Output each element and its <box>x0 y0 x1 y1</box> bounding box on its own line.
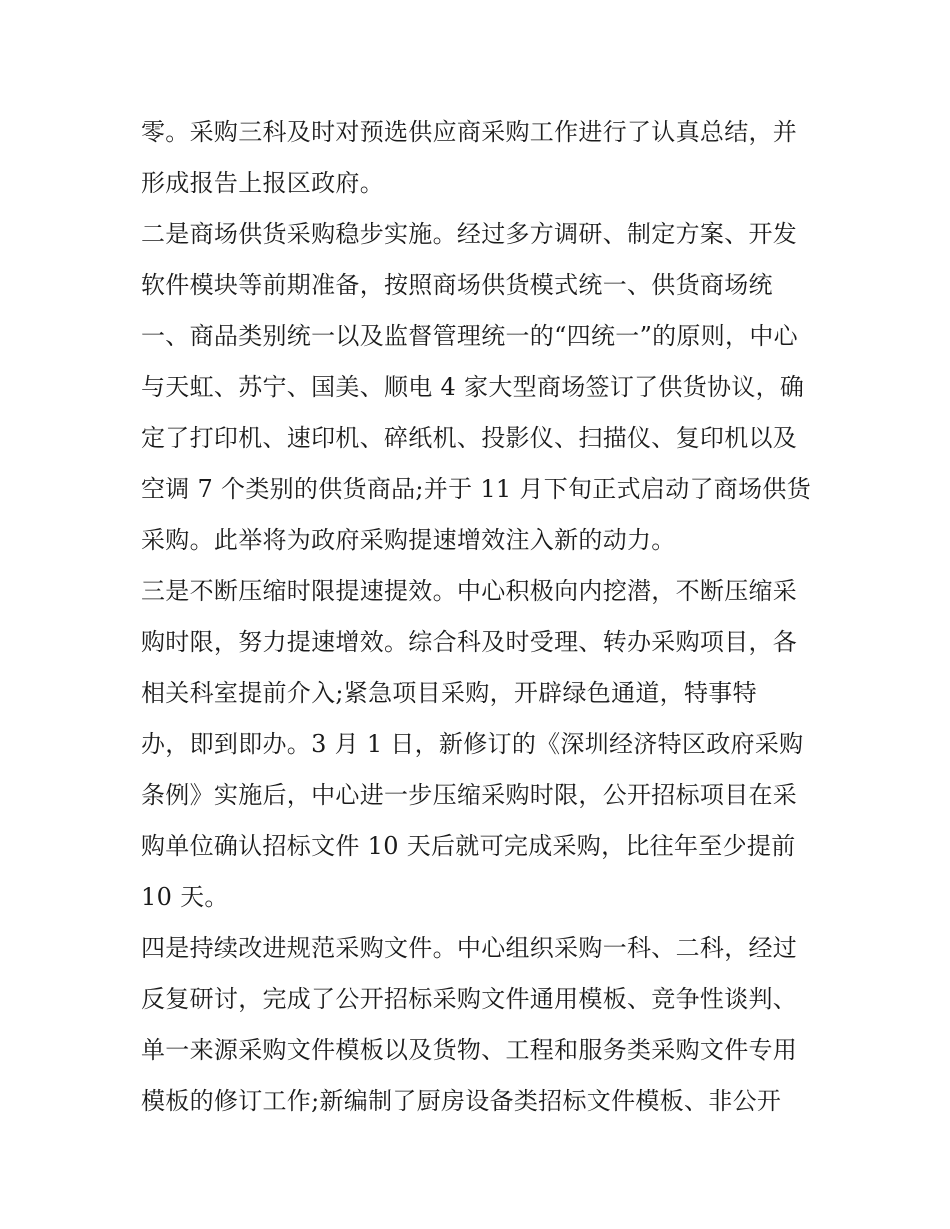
text-line: 购时限，努力提速增效。综合科及时受理、转办采购项目，各 <box>141 628 798 656</box>
text-line: 零。采购三科及时对预选供应商采购工作进行了认真总结，并 <box>141 118 798 146</box>
text-line: 与天虹、苏宁、国美、顺电 4 家大型商场签订了供货协议，确 <box>141 373 805 401</box>
text-line: 定了打印机、速印机、碎纸机、投影仪、扫描仪、复印机以及 <box>141 424 798 452</box>
document-body <box>141 107 821 1127</box>
text-line: 10 天。 <box>141 883 229 911</box>
text-line: 形成报告上报区政府。 <box>141 169 384 197</box>
text-line: 一、商品类别统一以及监督管理统一的“四统一”的原则，中心 <box>141 322 798 350</box>
text-line: 反复研讨，完成了公开招标采购文件通用模板、竞争性谈判、 <box>141 985 798 1013</box>
text-line: 空调 7 个类别的供货商品;并于 11 月下旬正式启动了商场供货 <box>141 475 812 503</box>
text-line: 购单位确认招标文件 10 天后就可完成采购，比往年至少提前 <box>141 832 796 860</box>
text-line: 模板的修订工作;新编制了厨房设备类招标文件模板、非公开 <box>141 1087 782 1115</box>
text-line: 三是不断压缩时限提速提效。中心积极向内挖潜，不断压缩采 <box>141 577 798 605</box>
text-line: 办，即到即办。3 月 1 日，新修订的《深圳经济特区政府采购 <box>141 730 804 758</box>
text-line: 二是商场供货采购稳步实施。经过多方调研、制定方案、开发 <box>141 220 798 248</box>
text-line: 单一来源采购文件模板以及货物、工程和服务类采购文件专用 <box>141 1036 798 1064</box>
text-line: 软件模块等前期准备，按照商场供货模式统一、供货商场统 <box>141 271 773 299</box>
text-line: 四是持续改进规范采购文件。中心组织采购一科、二科，经过 <box>141 934 798 962</box>
text-line: 采购。此举将为政府采购提速增效注入新的动力。 <box>141 526 676 554</box>
text-line: 条例》实施后，中心进一步压缩采购时限，公开招标项目在采 <box>141 781 798 809</box>
text-line: 相关科室提前介入;紧急项目采购，开辟绿色通道，特事特 <box>141 679 757 707</box>
